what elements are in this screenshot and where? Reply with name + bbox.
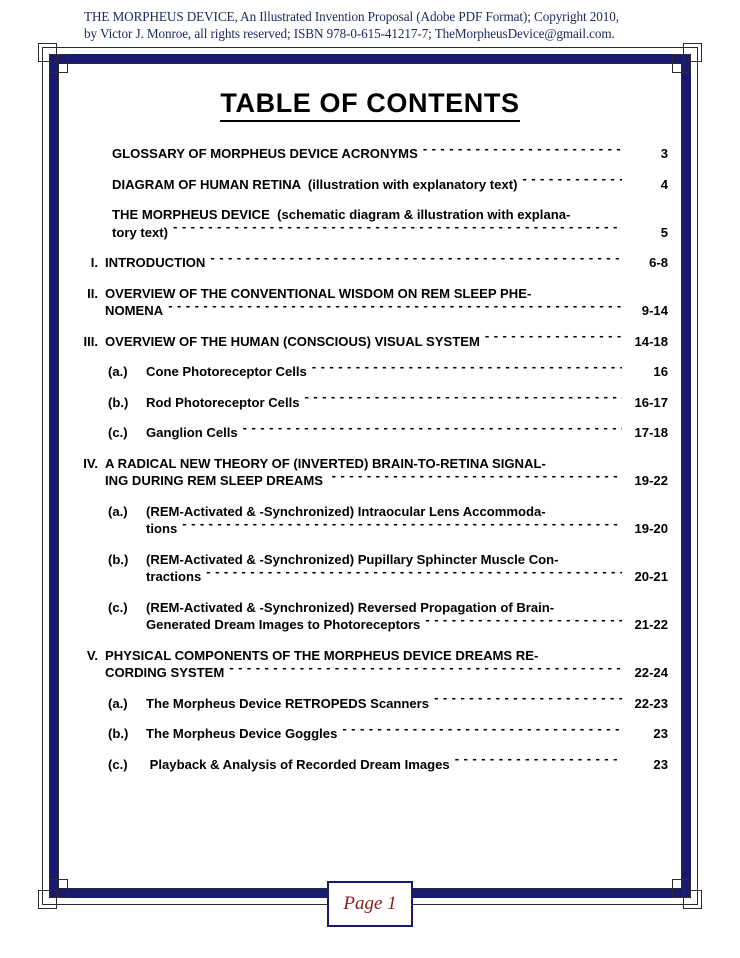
toc-entry-body bbox=[146, 695, 668, 713]
page-number-label: Page 1 bbox=[343, 893, 397, 914]
toc-entry-marker: (a.) bbox=[108, 695, 128, 711]
toc-dot-leader bbox=[168, 302, 622, 315]
toc-entry-marker: IV. bbox=[83, 455, 98, 471]
toc-entry-title-line: tions bbox=[146, 521, 178, 536]
toc-entry-body bbox=[105, 285, 668, 320]
toc-dot-leader bbox=[423, 145, 622, 158]
toc-entry[interactable] bbox=[72, 599, 668, 634]
copyright-line-1: THE MORPHEUS DEVICE, An Illustrated Invention Proposal (Adobe PDF Format); Copyright 2010, bbox=[84, 9, 619, 24]
toc-entry-body bbox=[146, 599, 668, 634]
toc-dot-leader bbox=[206, 568, 622, 581]
toc-entry[interactable] bbox=[72, 695, 668, 713]
toc-entry-title-line: GLOSSARY OF MORPHEUS DEVICE ACRONYMS bbox=[112, 146, 418, 161]
toc-entry-title-line: PHYSICAL COMPONENTS OF THE MORPHEUS DEVICE DREAMS RE- bbox=[105, 647, 539, 663]
toc-entry[interactable] bbox=[72, 333, 668, 351]
corner-ornament-top-right-icon bbox=[668, 43, 702, 77]
toc-entry-leader-row bbox=[146, 568, 668, 586]
toc-entry-leader-row bbox=[146, 756, 668, 774]
toc-entry-marker: III. bbox=[83, 333, 98, 349]
toc-entry-title-line: tractions bbox=[146, 569, 202, 584]
toc-page-number: 9-14 bbox=[641, 303, 668, 318]
toc-page-number: 22-24 bbox=[634, 665, 668, 680]
toc-entry-body bbox=[146, 424, 668, 442]
toc-entry-leader-row bbox=[112, 224, 668, 242]
toc-entry-title-line: A RADICAL NEW THEORY OF (INVERTED) BRAIN-TO-RETINA SIGNAL- bbox=[105, 455, 546, 471]
toc-dot-leader bbox=[210, 254, 622, 267]
toc-entry-title-line: NOMENA bbox=[105, 303, 164, 318]
toc-entry-title-line: (REM-Activated & -Synchronized) Intraocular Lens Accommoda- bbox=[146, 503, 546, 519]
toc-page-number: 3 bbox=[660, 146, 668, 161]
toc-entry-title-line: Generated Dream Images to Photoreceptors bbox=[146, 617, 421, 632]
toc-page-number: 5 bbox=[660, 224, 668, 240]
toc-entry-body bbox=[105, 333, 668, 351]
toc-entry-title-line: CORDING SYSTEM bbox=[105, 665, 225, 680]
toc-entry-title-line: The Morpheus Device RETROPEDS Scanners bbox=[146, 695, 430, 711]
toc-entry-body bbox=[146, 503, 668, 538]
toc-dot-leader bbox=[173, 224, 622, 237]
toc-entry-leader-row bbox=[105, 302, 668, 320]
toc-dot-leader bbox=[455, 756, 622, 769]
toc-entry[interactable] bbox=[72, 551, 668, 586]
toc-entry-body bbox=[112, 145, 668, 163]
toc-entry[interactable] bbox=[72, 756, 668, 774]
toc-entry-leader-row bbox=[105, 472, 668, 490]
toc-entry-title-line: Rod Photoreceptor Cells bbox=[146, 394, 300, 410]
toc-dot-leader bbox=[342, 725, 622, 738]
toc-entry-title-line: ING DURING REM SLEEP DREAMS bbox=[105, 473, 327, 488]
toc-entry-body bbox=[112, 176, 668, 194]
toc-page-number: 19-20 bbox=[634, 521, 668, 536]
toc-entry-leader-row bbox=[105, 333, 668, 351]
toc-entry-marker: (a.) bbox=[108, 364, 128, 379]
toc-dot-leader bbox=[182, 520, 622, 533]
toc-entry[interactable] bbox=[72, 285, 668, 320]
toc-page-number: 4 bbox=[660, 176, 668, 192]
toc-dot-leader bbox=[229, 664, 622, 677]
toc-entry-leader-row bbox=[105, 254, 668, 272]
toc-entry[interactable] bbox=[72, 424, 668, 442]
toc-entry-marker: II. bbox=[87, 285, 98, 301]
corner-ornament-bottom-right-icon bbox=[668, 875, 702, 909]
toc-entry-marker: (c.) bbox=[108, 756, 128, 772]
toc-page-number: 22-23 bbox=[634, 695, 668, 711]
toc-entry[interactable] bbox=[72, 394, 668, 412]
toc-entry-title-line: Playback & Analysis of Recorded Dream Images bbox=[146, 756, 450, 772]
toc-entry[interactable] bbox=[72, 647, 668, 682]
page-title-text: TABLE OF CONTENTS bbox=[220, 88, 519, 122]
toc-entry-title-line: The Morpheus Device Goggles bbox=[146, 726, 338, 741]
toc-entry-marker: (b.) bbox=[108, 394, 129, 410]
copyright-line-2: by Victor J. Monroe, all rights reserved; ISBN 978-0-615-41217-7; TheMorpheusDevice@gmail.com. bbox=[84, 26, 615, 41]
toc-entry-body bbox=[105, 254, 668, 272]
toc-entry-title-line: OVERVIEW OF THE CONVENTIONAL WISDOM ON REM SLEEP PHE- bbox=[105, 285, 532, 301]
toc-entry-marker: V. bbox=[86, 647, 98, 663]
toc-entry-leader-row bbox=[146, 424, 668, 442]
toc-entry[interactable] bbox=[72, 363, 668, 381]
toc-dot-leader bbox=[485, 333, 622, 346]
toc-dot-leader bbox=[332, 472, 622, 485]
page-number-badge bbox=[327, 881, 413, 927]
corner-square-inner bbox=[672, 54, 691, 73]
toc-entry-leader-row bbox=[146, 520, 668, 538]
toc-entry-body bbox=[146, 551, 668, 586]
toc-entry-title-line: (REM-Activated & -Synchronized) Pupillary Sphincter Muscle Con- bbox=[146, 551, 559, 567]
corner-ornament-bottom-left-icon bbox=[38, 875, 72, 909]
toc-page-number: 19-22 bbox=[634, 473, 668, 488]
toc-entry-title-line: Cone Photoreceptor Cells bbox=[146, 364, 307, 379]
toc-entry[interactable] bbox=[72, 455, 668, 490]
toc-entry[interactable] bbox=[72, 254, 668, 272]
toc-dot-leader bbox=[312, 363, 622, 376]
toc-entry-leader-row bbox=[146, 616, 668, 634]
toc-entry-title-line: OVERVIEW OF THE HUMAN (CONSCIOUS) VISUAL SYSTEM bbox=[105, 333, 480, 349]
toc-entry-marker: (b.) bbox=[108, 551, 129, 567]
toc-entry-body bbox=[112, 206, 668, 241]
corner-square-inner bbox=[672, 879, 691, 898]
toc-entry-marker: (a.) bbox=[108, 503, 128, 519]
toc-entry-leader-row bbox=[146, 725, 668, 743]
toc-entry-body bbox=[146, 394, 668, 412]
toc-page-number: 16 bbox=[653, 364, 668, 379]
corner-ornament-top-left-icon bbox=[38, 43, 72, 77]
toc-entry-marker: (c.) bbox=[108, 599, 128, 615]
toc-entry-title-line: THE MORPHEUS DEVICE (schematic diagram & illustration with explana- bbox=[112, 207, 571, 222]
toc-entry[interactable] bbox=[72, 176, 668, 194]
toc-entry-leader-row bbox=[146, 695, 668, 713]
toc-page-number: 23 bbox=[653, 756, 668, 772]
toc-entry-body bbox=[146, 725, 668, 743]
toc-page-number: 14-18 bbox=[634, 333, 668, 349]
toc-dot-leader bbox=[305, 394, 622, 407]
toc-entry-body bbox=[146, 756, 668, 774]
toc-page-number: 23 bbox=[653, 726, 668, 741]
toc-entry-body bbox=[146, 363, 668, 381]
toc-entry-body bbox=[105, 647, 668, 682]
toc-page-number: 20-21 bbox=[634, 569, 668, 584]
toc-entry-leader-row bbox=[112, 176, 668, 194]
toc-entry-marker: (c.) bbox=[108, 425, 128, 440]
toc-dot-leader bbox=[434, 695, 622, 708]
corner-square-inner bbox=[49, 54, 68, 73]
page-title bbox=[0, 88, 740, 119]
toc-entry-leader-row bbox=[146, 394, 668, 412]
document-copyright-header bbox=[0, 8, 740, 42]
toc-entry-marker: I. bbox=[90, 255, 98, 270]
toc-page-number: 16-17 bbox=[634, 394, 668, 410]
toc-entry[interactable] bbox=[72, 725, 668, 743]
toc-dot-leader bbox=[243, 424, 622, 437]
toc-page-number: 21-22 bbox=[634, 617, 668, 632]
toc-page-number: 6-8 bbox=[649, 255, 668, 270]
toc-entry-title-line: tory text) bbox=[112, 224, 169, 240]
toc-entry[interactable] bbox=[72, 145, 668, 163]
toc-entry-title-line: Ganglion Cells bbox=[146, 425, 238, 440]
toc-entry-leader-row bbox=[105, 664, 668, 682]
toc-entry-leader-row bbox=[146, 363, 668, 381]
toc-entry-leader-row bbox=[112, 145, 668, 163]
toc-entry[interactable] bbox=[72, 206, 668, 241]
toc-entry-marker: (b.) bbox=[108, 726, 129, 741]
toc-entry-title-line: (REM-Activated & -Synchronized) Reversed Propagation of Brain- bbox=[146, 599, 555, 615]
toc-dot-leader bbox=[425, 616, 622, 629]
toc-entry-body bbox=[105, 455, 668, 490]
toc-dot-leader bbox=[522, 176, 622, 189]
toc-page-number: 17-18 bbox=[634, 425, 668, 440]
toc-entry[interactable] bbox=[72, 503, 668, 538]
corner-square-inner bbox=[49, 879, 68, 898]
table-of-contents-list bbox=[72, 145, 668, 786]
toc-entry-title-line: DIAGRAM OF HUMAN RETINA (illustration with explanatory text) bbox=[112, 176, 518, 192]
toc-entry-title-line: INTRODUCTION bbox=[105, 255, 206, 270]
